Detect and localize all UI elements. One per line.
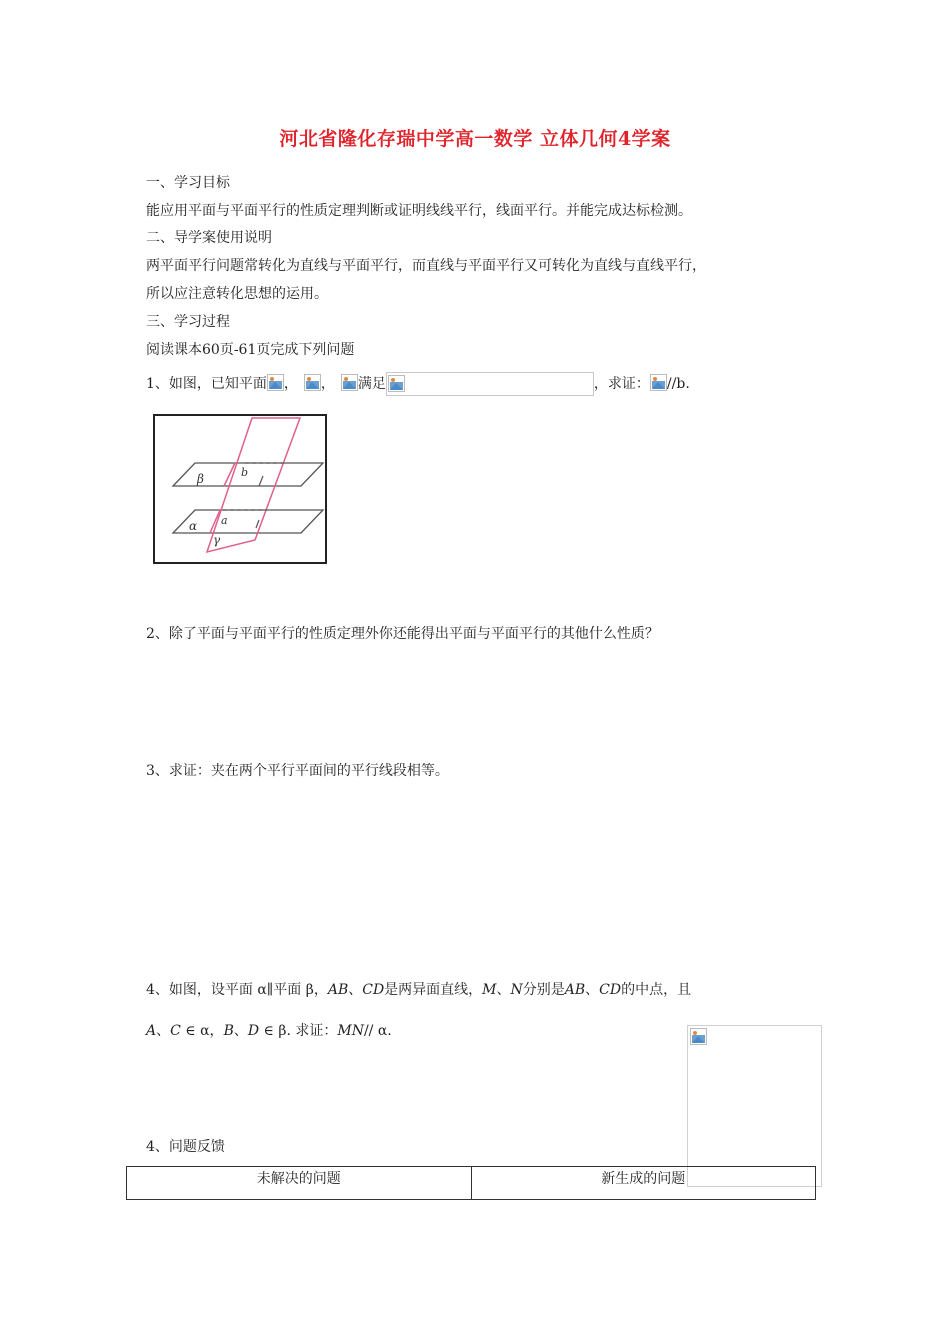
q1-sep1: ， <box>283 376 298 392</box>
feedback-table <box>126 1166 816 1200</box>
question-4-line-1: 4、如图，设平面 α∥平面 β，AB、CD是两异面直线，M、N分别是AB、CD的中点，且 <box>146 982 692 998</box>
broken-image-icon <box>388 375 405 392</box>
parallel-planes-figure <box>153 414 327 564</box>
q1-satisfy: 满足 <box>357 376 386 392</box>
question-4-figure-frame <box>687 1025 822 1187</box>
broken-image-icon <box>341 374 358 391</box>
label-b: b <box>241 466 249 479</box>
q1-sep2: ， <box>320 376 335 392</box>
broken-image-icon <box>304 374 321 391</box>
q1-prove: ，求证： <box>593 376 650 392</box>
label-gamma: γ <box>213 533 221 547</box>
broken-image-icon <box>267 374 284 391</box>
question-3: 3、求证：夹在两个平行平面间的平行线段相等。 <box>146 763 449 779</box>
q1-prefix: 1、如图，已知平面 <box>146 376 267 392</box>
question-1 <box>146 372 690 396</box>
unsolved-questions-cell: 未解决的问题 <box>127 1167 472 1200</box>
broken-image-icon <box>650 374 667 391</box>
feedback-heading: 4、问题反馈 <box>146 1139 225 1155</box>
label-alpha: α <box>189 519 198 533</box>
plane-gamma <box>207 418 300 552</box>
page-title: 河北省隆化存瑞中学高一数学 立体几何4学案 <box>279 128 671 150</box>
new-questions-cell: 新生成的问题 <box>471 1167 816 1200</box>
broken-image-icon <box>690 1028 707 1045</box>
guide-text-2: 所以应注意转化思想的运用。 <box>146 286 328 302</box>
guide-text-1: 两平面平行问题常转化为直线与平面平行，而直线与平面平行又可转化为直线与直线平行， <box>146 258 706 274</box>
question-4-line-2: A、C ∈ α，B、D ∈ β. 求证：MN// α. <box>146 1023 392 1039</box>
label-beta: β <box>197 472 204 486</box>
reading-instruction: 阅读课本60页-61页完成下列问题 <box>146 342 355 358</box>
broken-image-frame <box>386 372 594 396</box>
goal-heading: 一、学习目标 <box>146 175 230 191</box>
label-a: a <box>221 514 228 527</box>
guide-heading: 二、导学案使用说明 <box>146 230 272 246</box>
question-2: 2、除了平面与平面平行的性质定理外你还能得出平面与平面平行的其他什么性质？ <box>146 626 659 642</box>
process-heading: 三、学习过程 <box>146 314 230 330</box>
q1-suffix: //b. <box>666 376 690 392</box>
goal-text: 能应用平面与平面平行的性质定理判断或证明线线平行，线面平行。并能完成达标检测。 <box>146 203 692 219</box>
